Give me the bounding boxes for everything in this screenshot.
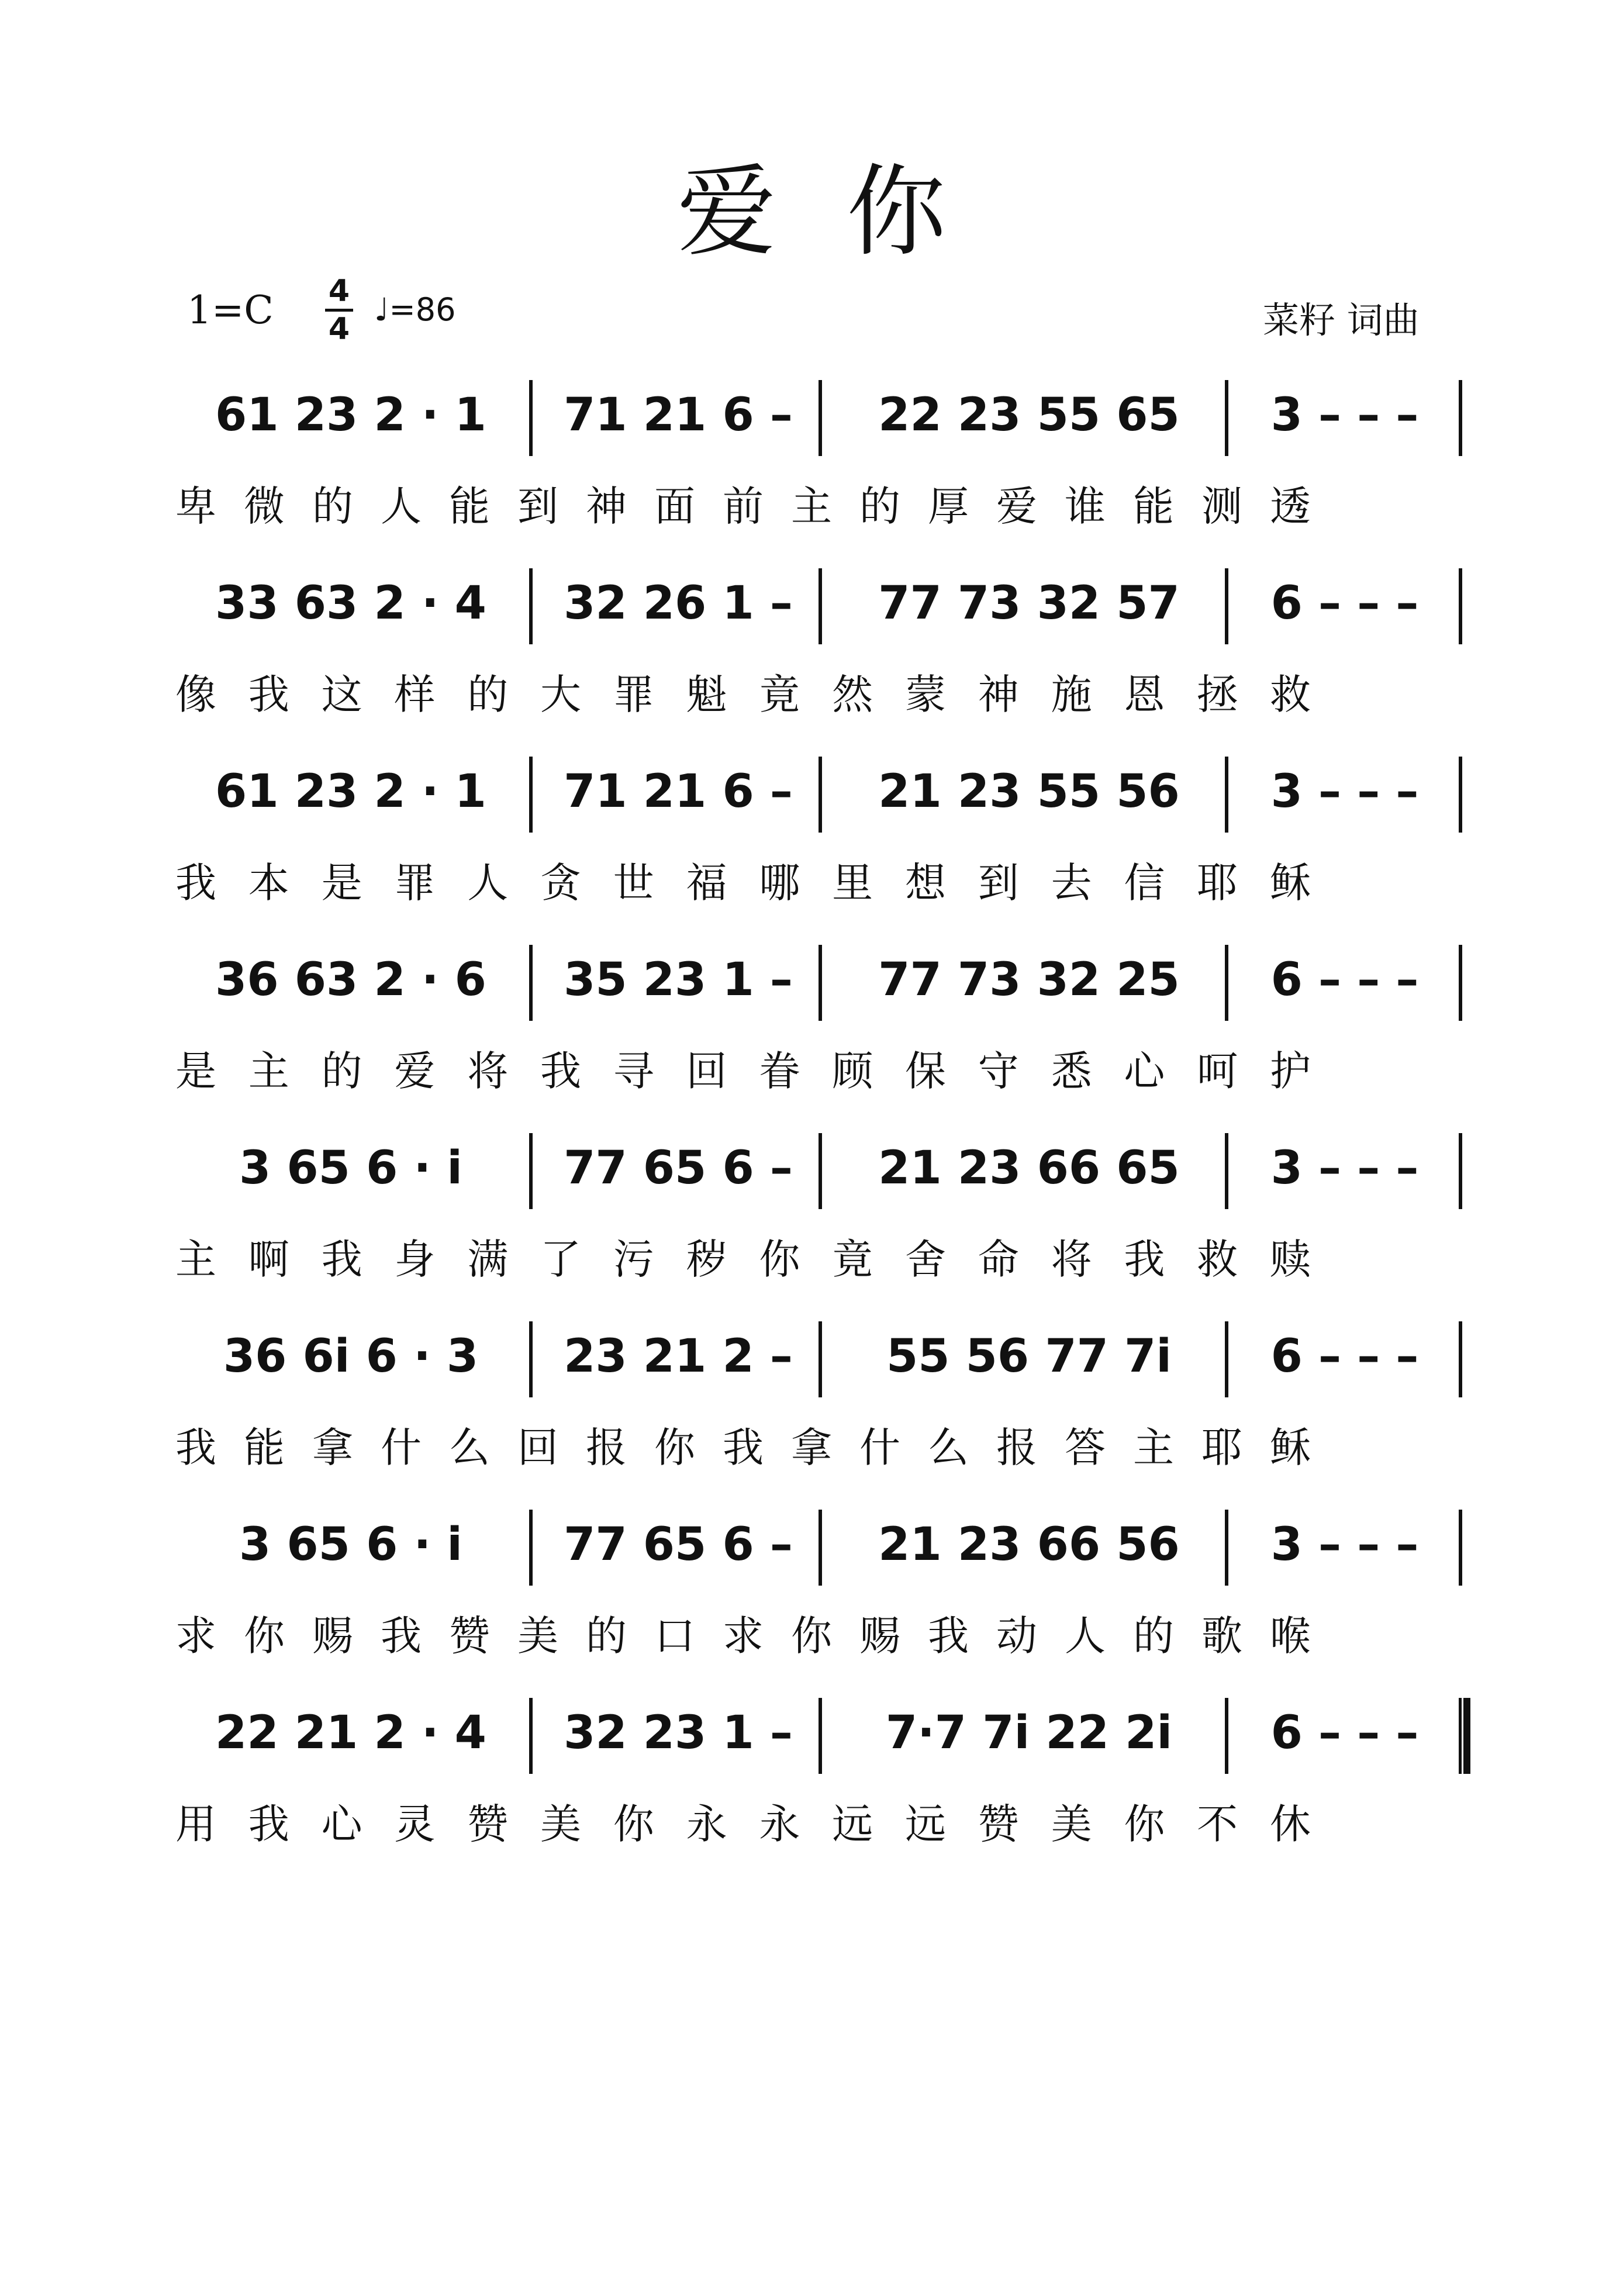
measure: 3 – – – (1270, 765, 1419, 818)
measure: 3 – – – (1270, 1142, 1419, 1194)
lyric-char: 赞 (449, 1612, 500, 1660)
measure: 32 26 1 – (564, 577, 793, 630)
barline (529, 1510, 533, 1586)
lyric-char: 命 (978, 1235, 1030, 1283)
lyric-char: 罪 (613, 671, 665, 719)
lyric-char: 能 (449, 482, 500, 530)
barline (1459, 1510, 1462, 1586)
lyric-char: 身 (394, 1235, 446, 1283)
lyric-char: 动 (996, 1612, 1048, 1660)
lyric-char: 爱 (394, 1047, 446, 1095)
lyric-char: 爱 (996, 482, 1048, 530)
lyric-char: 满 (467, 1235, 519, 1283)
measure: 71 21 6 – (564, 389, 793, 441)
measure: 3 – – – (1270, 1518, 1419, 1571)
lyrics-row (175, 850, 1321, 909)
lyric-char: 你 (791, 1612, 842, 1660)
lyric-char: 贪 (540, 859, 592, 907)
lyric-char: 你 (654, 1424, 706, 1472)
lyric-char: 歌 (1201, 1612, 1253, 1660)
lyric-char: 神 (586, 482, 637, 530)
lyrics-row (175, 662, 1321, 720)
lyric-char: 呵 (1197, 1047, 1249, 1095)
lyric-char: 本 (248, 859, 300, 907)
notation-row (175, 939, 1462, 1021)
measure: 21 23 66 65 (878, 1142, 1180, 1194)
lyric-char: 面 (654, 482, 706, 530)
lyric-char: 舍 (904, 1235, 956, 1283)
lyric-char: 我 (321, 1235, 373, 1283)
lyric-char: 主 (248, 1047, 300, 1095)
lyric-char: 世 (613, 859, 665, 907)
barline (529, 757, 533, 833)
lyric-char: 远 (832, 1800, 884, 1848)
lyric-char: 心 (1124, 1047, 1176, 1095)
lyric-char: 报 (996, 1424, 1048, 1472)
lyric-char: 竟 (759, 671, 811, 719)
notation-row (175, 1316, 1462, 1397)
lyric-char: 什 (381, 1424, 432, 1472)
lyric-char: 回 (686, 1047, 738, 1095)
barline (1225, 1321, 1228, 1397)
lyric-char: 微 (244, 482, 295, 530)
lyric-char: 求 (175, 1612, 227, 1660)
lyric-char: 了 (540, 1235, 592, 1283)
lyric-char: 的 (586, 1612, 637, 1660)
barline (529, 1698, 533, 1774)
time-signature (322, 275, 357, 346)
score-line (175, 939, 1462, 1126)
barline (1459, 568, 1462, 644)
song-meta (175, 275, 1462, 362)
score-line (175, 1316, 1462, 1503)
final-barline (1459, 1698, 1470, 1774)
barline (1459, 1321, 1462, 1397)
lyric-char: 拯 (1197, 671, 1249, 719)
lyric-char: 休 (1269, 1800, 1321, 1848)
barline (819, 1321, 822, 1397)
barline (1459, 945, 1462, 1021)
time-signature-bottom: 4 (328, 312, 350, 347)
lyric-char: 卑 (175, 482, 227, 530)
lyric-char: 的 (312, 482, 364, 530)
lyric-char: 里 (832, 859, 884, 907)
lyrics-row (175, 1791, 1321, 1850)
lyric-char: 赎 (1269, 1235, 1321, 1283)
lyric-char: 福 (686, 859, 738, 907)
barline (529, 1133, 533, 1209)
measure: 55 56 77 7i (886, 1330, 1172, 1383)
lyric-char: 你 (1124, 1800, 1176, 1848)
lyric-char: 我 (928, 1612, 979, 1660)
lyric-char: 透 (1270, 482, 1321, 530)
score-line (175, 1127, 1462, 1314)
lyric-char: 永 (686, 1800, 738, 1848)
measure: 6 – – – (1270, 1707, 1419, 1759)
lyric-char: 我 (175, 859, 227, 907)
measure: 36 6i 6 · 3 (223, 1330, 479, 1383)
score-line (175, 374, 1462, 561)
measure: 61 23 2 · 1 (215, 765, 486, 818)
lyric-char: 耶 (1197, 859, 1249, 907)
lyric-char: 赞 (978, 1800, 1030, 1848)
lyric-char: 远 (904, 1800, 956, 1848)
lyric-char: 厚 (928, 482, 979, 530)
lyric-char: 么 (928, 1424, 979, 1472)
score-line (175, 751, 1462, 938)
lyric-char: 能 (244, 1424, 295, 1472)
lyric-char: 的 (321, 1047, 373, 1095)
lyric-char: 用 (175, 1800, 227, 1848)
lyric-char: 能 (1133, 482, 1185, 530)
measure: 22 21 2 · 4 (215, 1707, 486, 1759)
lyric-char: 美 (1051, 1800, 1103, 1848)
lyric-char: 耶 (1201, 1424, 1253, 1472)
lyrics-row (175, 1415, 1321, 1473)
lyric-char: 主 (175, 1235, 227, 1283)
lyric-char: 喉 (1270, 1612, 1321, 1660)
measure: 77 73 32 25 (878, 954, 1180, 1006)
lyric-char: 大 (540, 671, 592, 719)
lyric-char: 主 (1133, 1424, 1185, 1472)
tempo-marking: ♩=86 (374, 291, 456, 328)
lyric-char: 守 (978, 1047, 1030, 1095)
score-line (175, 562, 1462, 750)
barline (1225, 1698, 1228, 1774)
lyrics-row (175, 1038, 1321, 1097)
lyric-char: 你 (759, 1235, 811, 1283)
barline (1459, 1133, 1462, 1209)
barline (1225, 568, 1228, 644)
score-line (175, 1692, 1462, 1879)
lyric-char: 救 (1197, 1235, 1249, 1283)
lyric-char: 像 (175, 671, 227, 719)
barline (529, 1321, 533, 1397)
lyric-char: 到 (978, 859, 1030, 907)
lyric-char: 将 (467, 1047, 519, 1095)
score-line (175, 1504, 1462, 1691)
lyric-char: 答 (1065, 1424, 1116, 1472)
measure: 6 – – – (1270, 577, 1419, 630)
lyric-char: 这 (321, 671, 373, 719)
lyric-char: 护 (1269, 1047, 1321, 1095)
barline (819, 568, 822, 644)
measure: 32 23 1 – (564, 1707, 793, 1759)
lyric-char: 保 (904, 1047, 956, 1095)
barline (1225, 380, 1228, 456)
lyric-char: 拿 (312, 1424, 364, 1472)
measure: 21 23 66 56 (878, 1518, 1180, 1571)
lyric-char: 我 (175, 1424, 227, 1472)
lyrics-row (175, 474, 1321, 532)
lyric-char: 赞 (467, 1800, 519, 1848)
lyric-char: 罪 (394, 859, 446, 907)
lyric-char: 恩 (1124, 671, 1176, 719)
lyric-char: 蒙 (904, 671, 956, 719)
barline (1225, 757, 1228, 833)
lyric-char: 人 (381, 482, 432, 530)
measure: 3 65 6 · i (239, 1142, 463, 1194)
lyric-char: 想 (904, 859, 956, 907)
lyric-char: 测 (1201, 482, 1253, 530)
lyric-char: 谁 (1065, 482, 1116, 530)
barline (1459, 380, 1462, 456)
measure: 77 65 6 – (564, 1142, 793, 1194)
lyric-char: 美 (517, 1612, 569, 1660)
notation-row (175, 751, 1462, 833)
lyric-char: 我 (1124, 1235, 1176, 1283)
barline (819, 757, 822, 833)
lyric-char: 魁 (686, 671, 738, 719)
barline (1225, 1510, 1228, 1586)
lyric-char: 顾 (832, 1047, 884, 1095)
lyrics-row (175, 1603, 1321, 1662)
lyric-char: 报 (586, 1424, 637, 1472)
lyric-char: 秽 (686, 1235, 738, 1283)
lyric-char: 寻 (613, 1047, 665, 1095)
lyric-char: 前 (723, 482, 774, 530)
lyric-char: 悉 (1051, 1047, 1103, 1095)
lyric-char: 然 (832, 671, 884, 719)
lyric-char: 信 (1124, 859, 1176, 907)
lyric-char: 将 (1051, 1235, 1103, 1283)
lyric-char: 啊 (248, 1235, 300, 1283)
lyric-char: 我 (723, 1424, 774, 1472)
lyric-char: 我 (248, 1800, 300, 1848)
barline (529, 568, 533, 644)
lyric-char: 拿 (791, 1424, 842, 1472)
key-signature: 1=C (187, 288, 274, 333)
measure: 6 – – – (1270, 954, 1419, 1006)
measure: 77 65 6 – (564, 1518, 793, 1571)
lyric-char: 不 (1197, 1800, 1249, 1848)
notation-row (175, 1504, 1462, 1586)
lyric-char: 救 (1269, 671, 1321, 719)
lyric-char: 我 (540, 1047, 592, 1095)
lyric-char: 我 (381, 1612, 432, 1660)
author-credit: 菜籽 词曲 (1263, 299, 1420, 341)
lyric-char: 神 (978, 671, 1030, 719)
lyrics-row (175, 1227, 1321, 1285)
lyric-char: 的 (1133, 1612, 1185, 1660)
measure: 35 23 1 – (564, 954, 793, 1006)
lyric-char: 稣 (1270, 1424, 1321, 1472)
time-signature-top: 4 (328, 274, 350, 309)
lyric-char: 样 (394, 671, 446, 719)
lyric-char: 赐 (859, 1612, 911, 1660)
lyric-char: 求 (723, 1612, 774, 1660)
notation-row (175, 562, 1462, 644)
lyric-char: 你 (613, 1800, 665, 1848)
notation-row (175, 374, 1462, 456)
lyric-char: 赐 (312, 1612, 364, 1660)
lyric-char: 心 (321, 1800, 373, 1848)
measure: 71 21 6 – (564, 765, 793, 818)
measure: 33 63 2 · 4 (215, 577, 486, 630)
lyric-char: 么 (449, 1424, 500, 1472)
measure: 23 21 2 – (564, 1330, 793, 1383)
lyric-char: 稣 (1269, 859, 1321, 907)
barline (1459, 757, 1462, 833)
measure: 7·7 7i 22 2i (885, 1707, 1173, 1759)
barline (1225, 1133, 1228, 1209)
lyric-char: 施 (1051, 671, 1103, 719)
barline (819, 945, 822, 1021)
lyric-char: 的 (859, 482, 911, 530)
lyric-char: 竟 (832, 1235, 884, 1283)
lyric-char: 哪 (759, 859, 811, 907)
lyric-char: 是 (175, 1047, 227, 1095)
measure: 3 65 6 · i (239, 1518, 463, 1571)
lyric-char: 我 (248, 671, 300, 719)
lyric-char: 回 (517, 1424, 569, 1472)
barline (529, 945, 533, 1021)
barline (819, 1510, 822, 1586)
lyric-char: 你 (244, 1612, 295, 1660)
barline (819, 1133, 822, 1209)
lyric-char: 灵 (394, 1800, 446, 1848)
measure: 3 – – – (1270, 389, 1419, 441)
lyric-char: 主 (791, 482, 842, 530)
lyric-char: 到 (517, 482, 569, 530)
lyric-char: 是 (321, 859, 373, 907)
notation-row (175, 1127, 1462, 1209)
measure: 6 – – – (1270, 1330, 1419, 1383)
barline (819, 1698, 822, 1774)
lyric-char: 人 (467, 859, 519, 907)
measure: 77 73 32 57 (878, 577, 1180, 630)
measure: 61 23 2 · 1 (215, 389, 486, 441)
barline (529, 380, 533, 456)
lyric-char: 的 (467, 671, 519, 719)
lyric-char: 污 (613, 1235, 665, 1283)
barline (1225, 945, 1228, 1021)
lyric-char: 去 (1051, 859, 1103, 907)
lyric-char: 美 (540, 1800, 592, 1848)
barline (819, 380, 822, 456)
lyric-char: 永 (759, 1800, 811, 1848)
song-title: 爱你 (676, 154, 1016, 270)
notation-row (175, 1692, 1462, 1774)
lyric-char: 人 (1065, 1612, 1116, 1660)
measure: 22 23 55 65 (878, 389, 1180, 441)
lyric-char: 什 (859, 1424, 911, 1472)
measure: 36 63 2 · 6 (215, 954, 486, 1006)
lyric-char: 眷 (759, 1047, 811, 1095)
measure: 21 23 55 56 (878, 765, 1180, 818)
lyric-char: 口 (654, 1612, 706, 1660)
